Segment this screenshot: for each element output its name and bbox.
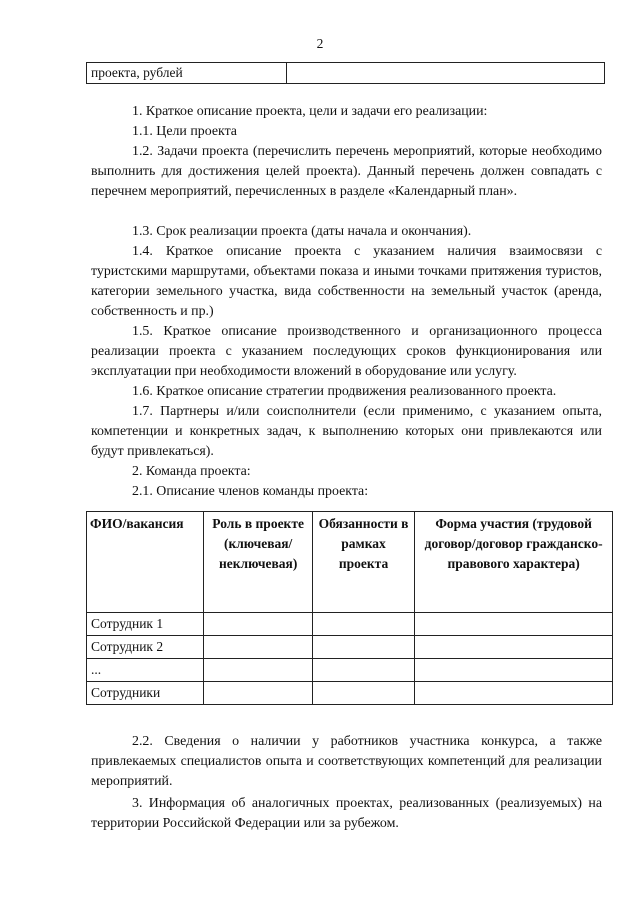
section-2-1: 2.1. Описание членов команды проекта: (132, 484, 369, 499)
table-row (87, 613, 613, 636)
table-cell (415, 636, 613, 659)
table-cell: Сотрудник 1 (87, 613, 204, 636)
section-3: 3. Информация об аналогичных проектах, реализованных (реализуемых) на территории Российской Федерации или за рубежом. (91, 796, 602, 832)
team-table (86, 511, 613, 705)
table-cell (312, 636, 414, 659)
table-header-row (87, 512, 613, 613)
section-2-2: 2.2. Сведения о наличии у работников участника конкурса, а также привлекаемых специалистов опыта и соответствующих компетенций для реализации мероприятий. (91, 734, 602, 790)
table-cell (415, 659, 613, 682)
table-cell (204, 682, 312, 705)
section-1-heading: 1. Краткое описание проекта, цели и задачи его реализации: (132, 104, 488, 119)
table-cell: Сотрудник 2 (87, 636, 204, 659)
table-cell: Сотрудники (87, 682, 204, 705)
table-cell (415, 613, 613, 636)
table-row (87, 636, 613, 659)
column-header: Форма участия (трудовой договор/договор гражданско-правового характера) (415, 512, 613, 613)
table-row (87, 63, 605, 84)
table-cell (312, 613, 414, 636)
section-1-1: 1.1. Цели проекта (132, 124, 237, 139)
table-cell (287, 63, 605, 84)
table-row (87, 659, 613, 682)
section-1-2: 1.2. Задачи проекта (перечислить перечень мероприятий, которые необходимо выполнить для достижения целей проекта). Данный перечень должен совпадать с перечнем мероприятий, перечисленных в разделе «Календарный план». (91, 144, 602, 200)
section-2-heading: 2. Команда проекта: (132, 464, 251, 479)
table-cell (204, 613, 312, 636)
table-row (87, 682, 613, 705)
section-1-4: 1.4. Краткое описание проекта с указанием наличия взаимосвязи с туристскими маршрутами, объектами показа и иными точками притяжения туристов, категории земельного участка, вида собственности на земельный участок (аренда, собственность и пр.) (91, 244, 602, 320)
section-1-5: 1.5. Краткое описание производственного и организационного процесса реализации проекта с указанием последующих сроков функционирования или эксплуатации при необходимости вложений в оборудование или услугу. (91, 324, 602, 380)
table-cell (312, 682, 414, 705)
section-1-7: 1.7. Партнеры и/или соисполнители (если применимо, с указанием опыта, компетенции и конкретных задач, к выполнению которых они привлекаются или будут привлекаться). (91, 404, 602, 460)
table-cell (415, 682, 613, 705)
column-header: Роль в проекте (ключевая/ неключевая) (204, 512, 312, 613)
budget-table-fragment (86, 62, 605, 84)
section-1-6: 1.6. Краткое описание стратегии продвижения реализованного проекта. (132, 384, 557, 399)
page-number: 2 (316, 36, 324, 51)
table-cell: проекта, рублей (87, 63, 287, 84)
column-header: ФИО/вакансия (87, 512, 204, 613)
table-cell (312, 659, 414, 682)
table-cell (204, 659, 312, 682)
table-cell: ... (87, 659, 204, 682)
table-cell (204, 636, 312, 659)
column-header: Обязанности в рамках проекта (312, 512, 414, 613)
section-1-3: 1.3. Срок реализации проекта (даты начала и окончания). (132, 224, 472, 239)
